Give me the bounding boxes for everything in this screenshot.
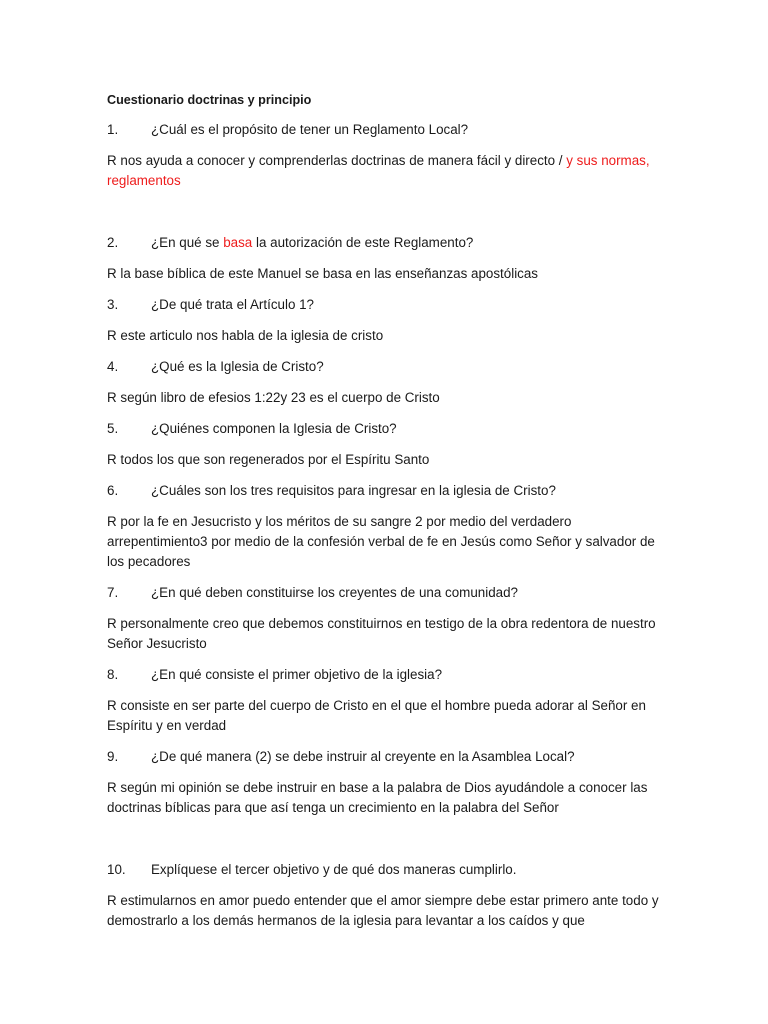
- question-number: 10.: [107, 862, 126, 877]
- question-highlight: basa: [223, 235, 253, 250]
- question-text: ¿En qué se: [151, 235, 224, 250]
- question-8: [107, 665, 667, 685]
- question-text: Explíquese el tercer objetivo y de qué dos maneras cumplirlo.: [151, 862, 517, 877]
- question-text: ¿En qué consiste el primer objetivo de la iglesia?: [151, 667, 443, 682]
- answer-7: R personalmente creo que debemos constituirnos en testigo de la obra redentora de nuestro Señor Jesucristo: [107, 616, 656, 651]
- document-title: Cuestionario doctrinas y principio: [107, 93, 312, 107]
- question-text: ¿Quiénes componen la Iglesia de Cristo?: [151, 421, 397, 436]
- question-text: ¿De qué manera (2) se debe instruir al creyente en la Asamblea Local?: [151, 749, 575, 764]
- spacer: [107, 829, 667, 860]
- answer-3: R este articulo nos habla de la iglesia de cristo: [107, 328, 384, 343]
- question-7: [107, 583, 667, 603]
- question-number: 1.: [107, 122, 119, 137]
- question-text: ¿Qué es la Iglesia de Cristo?: [151, 359, 324, 374]
- answer-10: R estimularnos en amor puedo entender que el amor siempre debe estar primero ante todo y demostrarlo a los demás hermanos de la iglesia para levantar a los caídos y que: [107, 893, 659, 928]
- question-1: [107, 120, 667, 140]
- question-text: la autorización de este Reglamento?: [252, 235, 474, 250]
- question-number: 8.: [107, 667, 119, 682]
- question-number: 2.: [107, 235, 119, 250]
- question-number: 7.: [107, 585, 119, 600]
- answer-5: R todos los que son regenerados por el Espíritu Santo: [107, 452, 430, 467]
- answer-1: [107, 151, 667, 191]
- answer-text: R nos ayuda a conocer y comprenderlas doctrinas de manera fácil y directo /: [107, 153, 567, 168]
- document-content: [107, 90, 667, 942]
- question-text: ¿Cuáles son los tres requisitos para ingresar en la iglesia de Cristo?: [151, 483, 556, 498]
- answer-9: R según mi opinión se debe instruir en base a la palabra de Dios ayudándole a conocer las doctrinas bíblicas para que así tenga un crecimiento en la palabra del Señor: [107, 780, 648, 815]
- question-3: [107, 295, 667, 315]
- question-5: [107, 419, 667, 439]
- answer-highlight: y sus normas, reglamentos: [107, 153, 650, 188]
- question-6: [107, 481, 667, 501]
- question-number: 3.: [107, 297, 119, 312]
- question-text: ¿En qué deben constituirse los creyentes de una comunidad?: [151, 585, 518, 600]
- question-10: [107, 860, 667, 880]
- question-number: 5.: [107, 421, 119, 436]
- question-9: [107, 747, 667, 767]
- spacer: [107, 202, 667, 233]
- question-number: 6.: [107, 483, 119, 498]
- question-text: ¿De qué trata el Artículo 1?: [151, 297, 315, 312]
- question-number: 4.: [107, 359, 119, 374]
- answer-4: R según libro de efesios 1:22y 23 es el cuerpo de Cristo: [107, 390, 440, 405]
- question-number: 9.: [107, 749, 119, 764]
- question-text: ¿Cuál es el propósito de tener un Reglamento Local?: [151, 122, 469, 137]
- question-2: [107, 233, 667, 253]
- answer-6: R por la fe en Jesucristo y los méritos de su sangre 2 por medio del verdadero arrepentimiento3 por medio de la confesión verbal de fe en Jesús como Señor y salvador de los pecadores: [107, 514, 655, 569]
- answer-8: R consiste en ser parte del cuerpo de Cristo en el que el hombre pueda adorar al Señor en Espíritu y en verdad: [107, 698, 646, 733]
- answer-2: R la base bíblica de este Manuel se basa en las enseñanzas apostólicas: [107, 266, 539, 281]
- question-4: [107, 357, 667, 377]
